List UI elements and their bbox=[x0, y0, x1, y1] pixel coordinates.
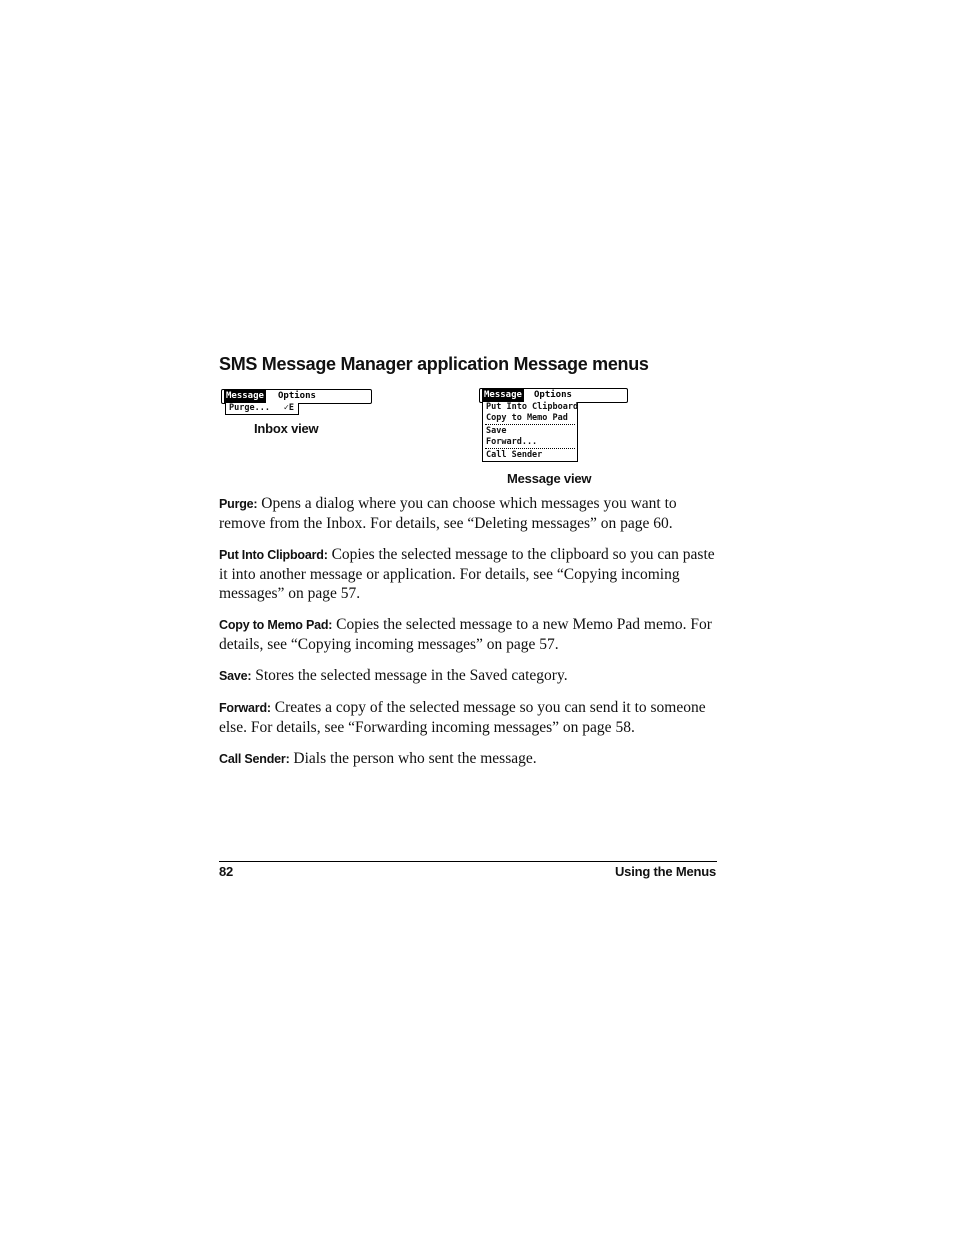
menu-item-call-sender[interactable]: Call Sender bbox=[486, 450, 543, 460]
entry-term: Copy to Memo Pad: bbox=[219, 618, 333, 632]
menu-separator bbox=[485, 424, 575, 425]
entry-term: Put Into Clipboard: bbox=[219, 548, 328, 562]
entry-text: Copies the selected message to the clipboard so you can paste it into another message or application. For details, see “Copying incoming messages” on page 57. bbox=[219, 546, 715, 602]
entry-text: Opens a dialog where you can choose which messages you want to remove from the Inbox. For details, see “Deleting messages” on page 60. bbox=[219, 495, 677, 532]
message-menu-options[interactable]: Options bbox=[534, 390, 572, 400]
menu-item-copy-to-memo-pad[interactable]: Copy to Memo Pad bbox=[486, 412, 568, 423]
entry-term: Call Sender: bbox=[219, 752, 290, 766]
entry-put-into-clipboard bbox=[219, 545, 719, 603]
inbox-menu-message[interactable]: Message bbox=[226, 391, 264, 401]
inbox-menu-options[interactable]: Options bbox=[278, 391, 316, 401]
menu-item-purge[interactable] bbox=[226, 403, 298, 414]
menu-item-save[interactable]: Save bbox=[486, 426, 507, 436]
menu-item-label: Purge... bbox=[229, 403, 270, 413]
inbox-menu-bar[interactable] bbox=[221, 389, 372, 404]
message-view-caption: Message view bbox=[507, 471, 592, 486]
entry-copy-to-memo-pad bbox=[219, 615, 719, 654]
entry-text: Creates a copy of the selected message so you can send it to someone else. For details, see “Forwarding incoming messages” on page 58. bbox=[219, 699, 706, 736]
entry-text: Dials the person who sent the message. bbox=[293, 750, 537, 767]
menu-item-put-into-clipboard[interactable]: Put Into Clipboard bbox=[486, 402, 579, 412]
entry-call-sender bbox=[219, 749, 719, 769]
page-number: 82 bbox=[219, 864, 234, 879]
entry-term: Purge: bbox=[219, 497, 258, 511]
entry-term: Save: bbox=[219, 669, 252, 683]
entry-forward bbox=[219, 698, 719, 737]
section-heading: SMS Message Manager application Message menus bbox=[219, 354, 649, 374]
footer-section-title: Using the Menus bbox=[614, 864, 716, 879]
entry-save bbox=[219, 666, 719, 686]
message-menu-message[interactable]: Message bbox=[484, 390, 522, 400]
entry-term: Forward: bbox=[219, 701, 271, 715]
menu-separator bbox=[485, 448, 575, 449]
footer-divider bbox=[219, 861, 717, 862]
menu-item-shortcut: ✓E bbox=[283, 403, 294, 413]
entry-purge bbox=[219, 494, 719, 533]
entry-text: Copies the selected message to a new Memo Pad memo. For details, see “Copying incoming messages” on page 57. bbox=[219, 616, 712, 653]
inbox-view-caption: Inbox view bbox=[254, 421, 319, 436]
inbox-dropdown bbox=[225, 403, 299, 415]
menu-descriptions bbox=[219, 494, 719, 781]
message-dropdown bbox=[482, 402, 578, 462]
entry-text: Stores the selected message in the Saved category. bbox=[255, 667, 568, 684]
menu-item-forward[interactable]: Forward... bbox=[486, 436, 538, 447]
message-menu-bar[interactable] bbox=[479, 388, 628, 403]
